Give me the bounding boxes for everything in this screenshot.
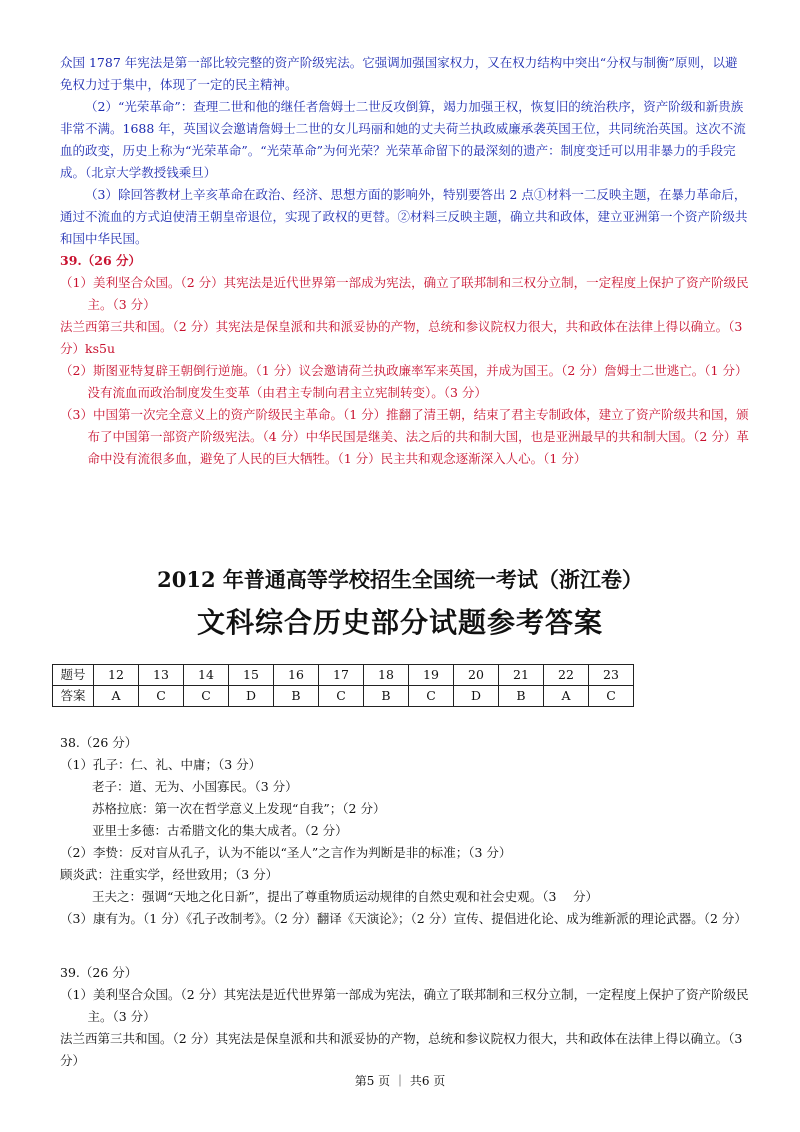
- answer-line: 法兰西第三共和国。（2 分）其宪法是保皇派和共和派妥协的产物，总统和参议院权力很大，共和政体在法律上得以确立。（3 分）: [60, 1031, 743, 1068]
- answer-line: （1）孔子：仁、礼、中庸；（3 分）: [60, 757, 262, 772]
- answer-line: [60, 316, 750, 360]
- answer-line: 老子：道、无为、小国寡民。（3 分）: [92, 779, 298, 794]
- answer-cell: D: [454, 686, 499, 707]
- answer-cell: C: [319, 686, 364, 707]
- answer-cell: B: [274, 686, 319, 707]
- page-footer: 第5 页 ｜ 共6 页: [354, 1074, 446, 1088]
- answer-line: （3）中国第一次完全意义上的资产阶级民主革命。（1 分）推翻了清王朝，结束了君主专制政体，建立了资产阶级共和国，颁布了中国第一部资产阶级宪法。（4 分）中华民国是继美、法之后的共和制大国，也是亚洲最早的共和制大国。（2 分）革命中没有流很多血，避免了人民的巨大牺牲。（1 分）民主共和观念逐渐深入人心。（1 分）: [60, 407, 749, 466]
- answer-cell: A: [94, 686, 139, 707]
- paragraph-glorious-revolution: （2）“光荣革命”：查理二世和他的继任者詹姆士二世反攻倒算，竭力加强王权，恢复旧的统治秩序，资产阶级和新贵族非常不满。1688 年，英国议会邀请詹姆士二世的女儿玛丽和她的丈夫荷兰执政威廉承袭英国王位，共同统治英国。这次不流血的政变，历史上称为“光荣革命”。“光荣革命”为何光荣？光荣革命留下的最深刻的遗产：制度变迁可以用非暴力的手段完成。（北京大学教授钱乘旦）: [60, 99, 746, 180]
- question-heading: 38.（26 分）: [60, 735, 138, 750]
- answer-line: （3）康有为。（1 分）《孔子改制考》。（2 分）翻译《天演论》；（2 分）宣传、提倡进化论、成为维新派的理论武器。（2 分）: [60, 911, 747, 926]
- red-answer-39: [60, 250, 750, 470]
- answer-cell: B: [364, 686, 409, 707]
- question-number-cell: 19: [409, 665, 454, 686]
- paragraph-xinhai-revolution: （3）除回答教材上辛亥革命在政治、经济、思想方面的影响外，特别要答出 2 点①材料一二反映主题，在暴力革命后，通过不流血的方式迫使清王朝皇帝退位，实现了政权的更替。②材料三反映主题，确立共和政体，建立亚洲第一个资产阶级共和国中华民国。: [60, 187, 748, 246]
- answer-line: （2）斯图亚特复辟王朝倒行逆施。（1 分）议会邀请荷兰执政廉率军来英国，并成为国王。（2 分）詹姆士二世逃亡。（1 分）没有流血而政治制度发生变革（由君主专制向君主立宪制转变）。（3 分）: [60, 363, 748, 400]
- question-number-cell: 14: [184, 665, 229, 686]
- question-number-cell: 15: [229, 665, 274, 686]
- answer-table: [52, 664, 634, 707]
- paragraph-us-constitution: 众国 1787 年宪法是第一部比较完整的资产阶级宪法。它强调加强国家权力，又在权力结构中突出“分权与制衡”原则，以避免权力过于集中，体现了一定的民主精神。: [60, 55, 738, 92]
- question-number-cell: 23: [589, 665, 634, 686]
- answer-line: 亚里士多德：古希腊文化的集大成者。（2 分）: [92, 823, 348, 838]
- answer-cell: B: [499, 686, 544, 707]
- answer-line: （1）美利坚合众国。（2 分）其宪法是近代世界第一部成为宪法，确立了联邦制和三权分立制，一定程度上保护了资产阶级民主。（3 分）: [60, 987, 749, 1024]
- answer-38: [60, 732, 750, 930]
- answer-line: 苏格拉底：第一次在哲学意义上发现“自我”；（2 分）: [92, 801, 386, 816]
- answer-line: （2）李贽：反对盲从孔子，认为不能以“圣人”之言作为判断是非的标准；（3 分）: [60, 845, 512, 860]
- question-number-cell: 22: [544, 665, 589, 686]
- answer-cell: C: [589, 686, 634, 707]
- answer-line: （1）美利坚合众国。（2 分）其宪法是近代世界第一部成为宪法，确立了联邦制和三权分立制，一定程度上保护了资产阶级民主。（3 分）: [60, 275, 749, 312]
- question-number-cell: 20: [454, 665, 499, 686]
- question-number-cell: 18: [364, 665, 409, 686]
- answer-line: 王夫之：强调“天地之化日新”，提出了尊重物质运动规律的自然史观和社会史观。（3 分）: [92, 889, 598, 904]
- answer-cell: C: [409, 686, 454, 707]
- table-header-cell: 题号: [53, 665, 94, 686]
- question-number-cell: 16: [274, 665, 319, 686]
- answer-text: 法兰西第三共和国。（2 分）其宪法是保皇派和共和派妥协的产物，总统和参议院权力很大，共和政体在法律上得以确立。（3 分）ks5u: [60, 319, 743, 356]
- question-heading: 39.（26 分）: [60, 965, 138, 980]
- answer-line: 顾炎武：注重实学，经世致用；（3 分）: [60, 867, 279, 882]
- table-header-cell: 答案: [53, 686, 94, 707]
- answer-39: [60, 962, 750, 1072]
- answer-cell: C: [184, 686, 229, 707]
- question-number-cell: 21: [499, 665, 544, 686]
- answer-cell: A: [544, 686, 589, 707]
- table-row: [53, 686, 634, 707]
- document-title: 文科综合历史部分试题参考答案: [196, 606, 603, 639]
- question-heading: 39.（26 分）: [60, 253, 141, 268]
- question-number-cell: 12: [94, 665, 139, 686]
- answer-cell: D: [229, 686, 274, 707]
- question-number-cell: 13: [139, 665, 184, 686]
- table-row: [53, 665, 634, 686]
- answer-cell: C: [139, 686, 184, 707]
- exam-title: 2012 年普通高等学校招生全国统一考试（浙江卷）: [157, 567, 643, 592]
- previous-answer-continuation: [60, 52, 750, 250]
- question-number-cell: 17: [319, 665, 364, 686]
